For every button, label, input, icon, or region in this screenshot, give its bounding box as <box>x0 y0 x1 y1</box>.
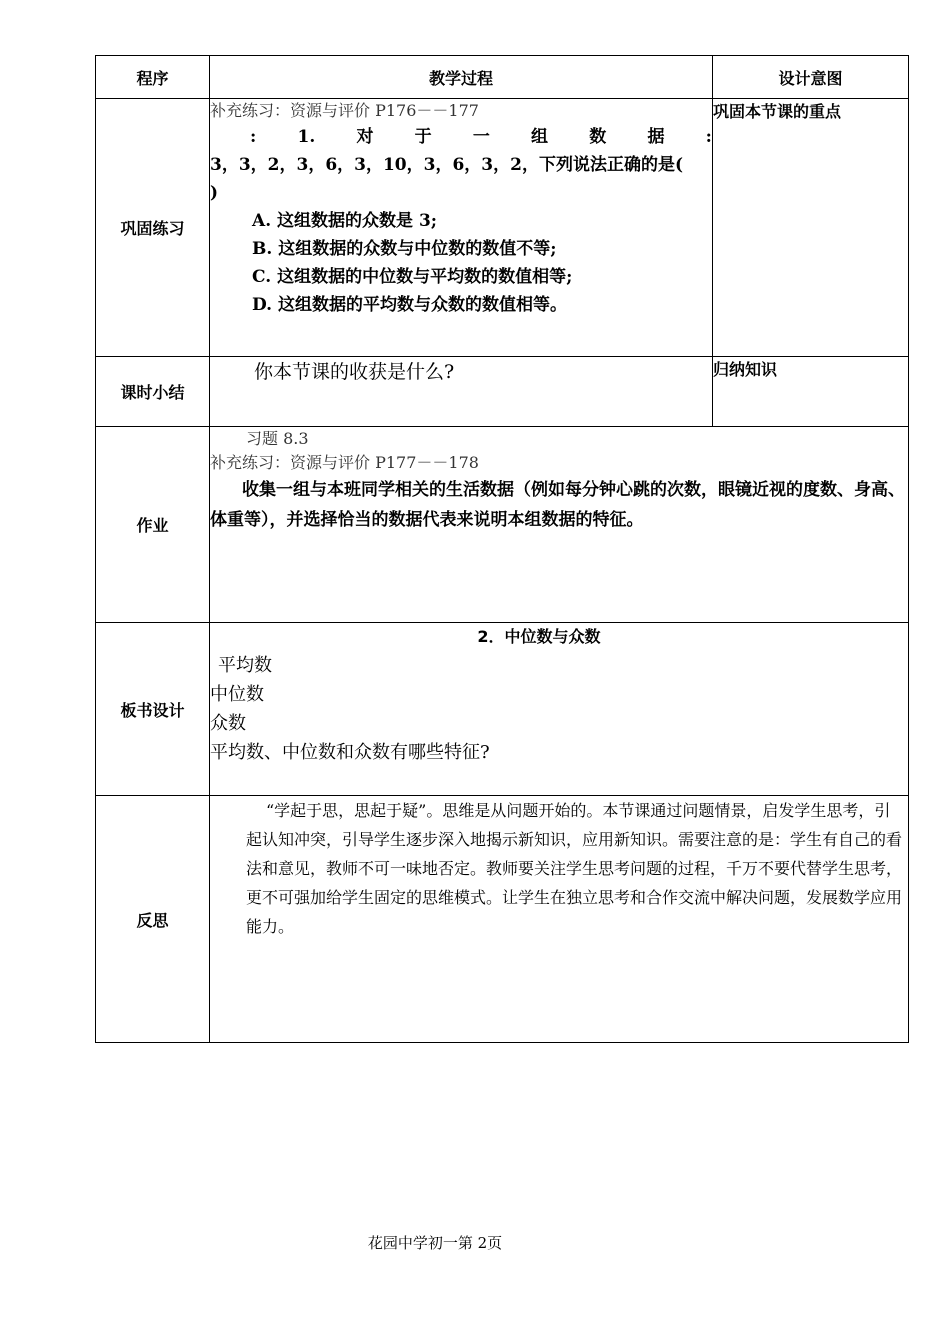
homework-exercise: 习题 8.3 <box>246 429 309 448</box>
reflection-text: “学起于思，思起于疑”。思维是从问题开始的。本节课通过问题情景，启发学生思考，引起认知冲突，引导学生逐步深入地揭示新知识，应用新知识。需要注意的是：学生有自己的看法和意见，教师不可一味地否定。教师要关注学生思考问题的过程，千万不要代替学生思考，更不可强加给学生固定的思维模式。让学生在独立思考和合作交流中解决问题，发展数学应用能力。 <box>246 801 903 936</box>
practice-intent: 巩固本节课的重点 <box>713 99 909 357</box>
practice-label: 巩固练习 <box>96 99 210 357</box>
q-part: 对 <box>356 127 374 147</box>
summary-content <box>210 357 713 427</box>
q-part: 1. <box>297 127 316 147</box>
header-procedure: 程序 <box>96 56 210 99</box>
reflection-label: 反思 <box>96 796 210 1043</box>
header-row <box>96 56 909 99</box>
page-footer: 花园中学初一第 2页 <box>367 1234 503 1252</box>
homework-content <box>210 427 909 623</box>
practice-source: 补充练习：资源与评价 P176－－177 <box>210 101 479 120</box>
board-line-question: 平均数、中位数和众数有哪些特征? <box>210 742 490 763</box>
q-part: : <box>705 127 712 147</box>
board-line-median: 中位数 <box>210 684 264 705</box>
board-content <box>210 623 909 796</box>
board-label: 板书设计 <box>96 623 210 796</box>
q-part: 于 <box>414 127 432 147</box>
summary-intent: 归纳知识 <box>713 357 909 427</box>
option-c: C. 这组数据的中位数与平均数的数值相等; <box>252 267 573 287</box>
board-line-mean: 平均数 <box>218 655 272 676</box>
row-practice <box>96 99 909 357</box>
reflection-content <box>210 796 909 1043</box>
summary-label: 课时小结 <box>96 357 210 427</box>
board-line-mode: 众数 <box>210 713 246 734</box>
practice-question-line3: ) <box>210 183 219 203</box>
q-part: 数 <box>589 127 607 147</box>
row-homework <box>96 427 909 623</box>
practice-content <box>210 99 713 357</box>
q-part: 据 <box>647 127 665 147</box>
homework-source: 补充练习：资源与评价 P177－－178 <box>210 453 479 472</box>
option-b: B. 这组数据的众数与中位数的数值不等; <box>252 239 557 259</box>
practice-question-line2: 3，3，2，3，6，3，10，3，6，3，2，下列说法正确的是( <box>210 155 683 175</box>
option-d: D. 这组数据的平均数与众数的数值相等。 <box>252 295 567 315</box>
board-title: 2．中位数与众数 <box>477 627 601 646</box>
header-teaching-process: 教学过程 <box>210 56 713 99</box>
header-design-intent: 设计意图 <box>713 56 909 99</box>
q-part: : <box>250 127 257 147</box>
homework-label: 作业 <box>96 427 210 623</box>
q-part: 一 <box>472 127 490 147</box>
option-a: A. 这组数据的众数是 3; <box>252 211 438 231</box>
row-reflection <box>96 796 909 1043</box>
practice-question-line1 <box>210 123 712 151</box>
homework-task: 收集一组与本班同学相关的生活数据（例如每分钟心跳的次数，眼镜近视的度数、身高、体重等），并选择恰当的数据代表来说明本组数据的特征。 <box>210 480 905 530</box>
row-board <box>96 623 909 796</box>
q-part: 组 <box>531 127 549 147</box>
summary-question: 你本节课的收获是什么? <box>254 361 455 383</box>
lesson-plan-table <box>95 55 909 1043</box>
row-summary <box>96 357 909 427</box>
